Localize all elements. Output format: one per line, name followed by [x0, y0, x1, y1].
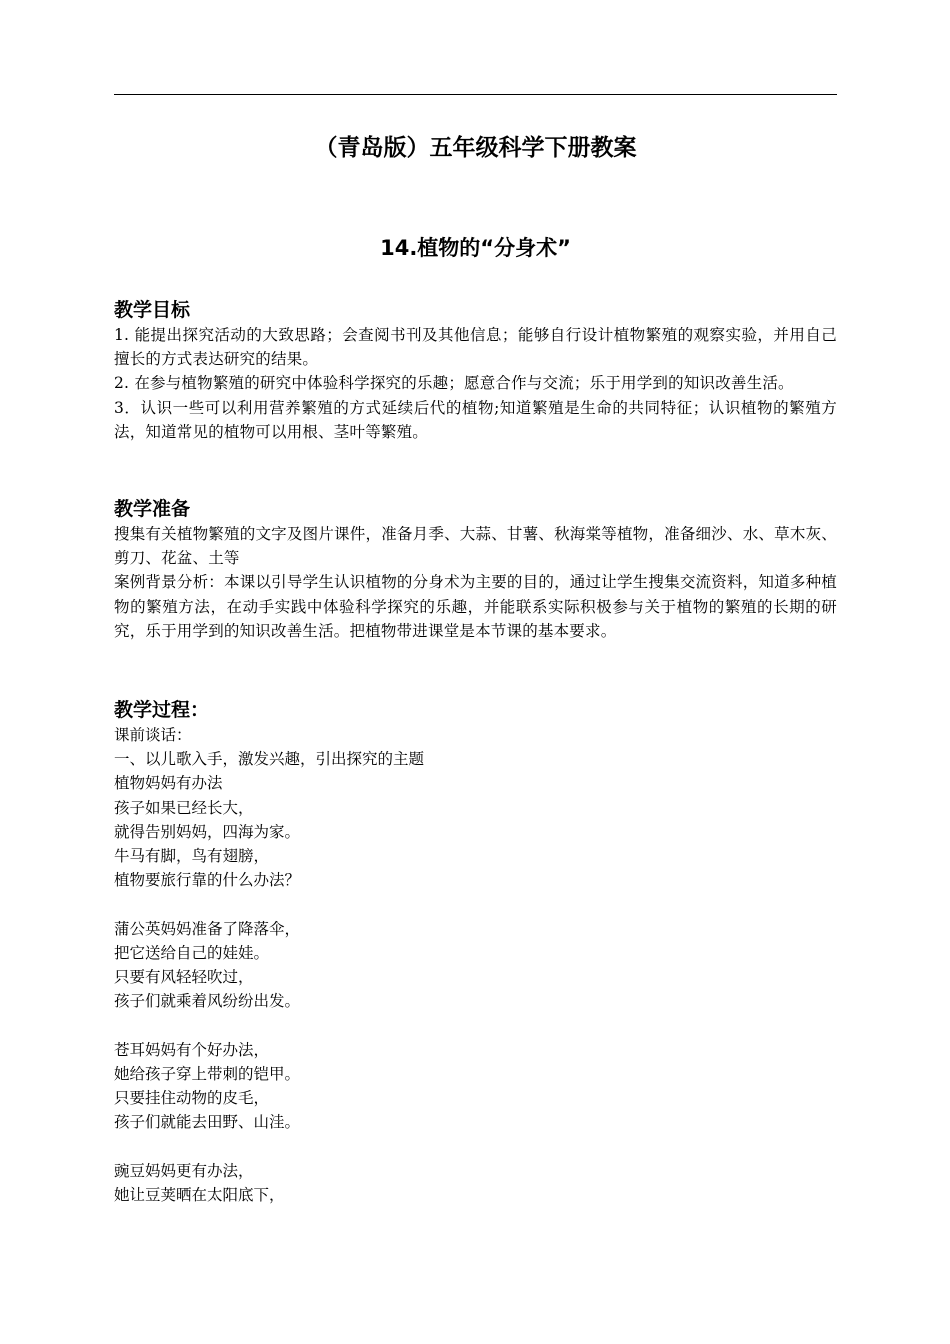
poem-line: 把它送给自己的娃娃。 [114, 943, 270, 962]
poem-stanza-1 [114, 771, 837, 892]
poem-line: 孩子如果已经长大， [114, 798, 254, 817]
poem-stanza-4 [114, 1159, 837, 1207]
pre-class-talk: 课前谈话： [114, 726, 192, 744]
poem-line: 植物要旅行靠的什么办法？ [114, 871, 301, 890]
section-teaching-goals [114, 297, 837, 444]
poem-stanza-3 [114, 1038, 837, 1135]
header-rule [114, 94, 837, 95]
section-heading-goals: 教学目标 [114, 299, 191, 321]
poem-line: 只要有风轻轻吹过， [114, 968, 254, 987]
step-1-heading: 一、以儿歌入手，激发兴趣，引出探究的主题 [114, 750, 425, 769]
poem-line: 豌豆妈妈更有办法， [114, 1161, 254, 1180]
document-title: （青岛版）五年级科学下册教案 [314, 135, 637, 161]
poem-line: 苍耳妈妈有个好办法， [114, 1040, 270, 1059]
poem-line: 只要挂住动物的皮毛， [114, 1089, 270, 1108]
preparation-materials: 搜集有关植物繁殖的文字及图片课件，准备月季、大蒜、甘薯、秋海棠等植物，准备细沙、水、草木灰、剪刀、花盆、土等 [114, 525, 837, 568]
section-teaching-process [114, 697, 837, 1207]
poem-line: 蒲公英妈妈准备了降落伞， [114, 919, 301, 938]
poem-line: 就得告别妈妈，四海为家。 [114, 822, 301, 841]
goal-item-2: 2. 在参与植物繁殖的研究中体验科学探究的乐趣；愿意合作与交流；乐于用学到的知识改善生活。 [114, 374, 794, 393]
goal-item-1: 1. 能提出探究活动的大致思路；会查阅书刊及其他信息；能够自行设计植物繁殖的观察实验，并用自己擅长的方式表达研究的结果。 [114, 326, 837, 369]
section-teaching-preparation [114, 496, 837, 643]
poem-line: 孩子们就能去田野、山洼。 [114, 1113, 301, 1132]
poem-line: 她给孩子穿上带刺的铠甲。 [114, 1064, 301, 1083]
stanza-gap [114, 892, 837, 916]
lesson-title: 14.植物的“分身术” [380, 236, 571, 260]
section-heading-preparation: 教学准备 [114, 498, 191, 520]
poem-line: 植物妈妈有办法 [114, 774, 223, 793]
poem-line: 她让豆荚晒在太阳底下， [114, 1185, 285, 1204]
stanza-gap [114, 1134, 837, 1158]
poem-line: 牛马有脚，鸟有翅膀， [114, 847, 270, 866]
poem-line: 孩子们就乘着风纷纷出发。 [114, 992, 301, 1011]
case-background-analysis: 案例背景分析：本课以引导学生认识植物的分身术为主要的目的，通过让学生搜集交流资料，知道多种植物的繁殖方法，在动手实践中体验科学探究的乐趣，并能联系实际积极参与关于植物的繁殖的长期的研究，乐于用学到的知识改善生活。把植物带进课堂是本节课的基本要求。 [114, 573, 837, 640]
section-heading-process: 教学过程： [114, 699, 210, 721]
goal-item-3: 3．认识一些可以利用营养繁殖的方式延续后代的植物;知道繁殖是生命的共同特征；认识植物的繁殖方法，知道常见的植物可以用根、茎叶等繁殖。 [114, 398, 837, 441]
stanza-gap [114, 1013, 837, 1037]
poem-stanza-2 [114, 917, 837, 1014]
